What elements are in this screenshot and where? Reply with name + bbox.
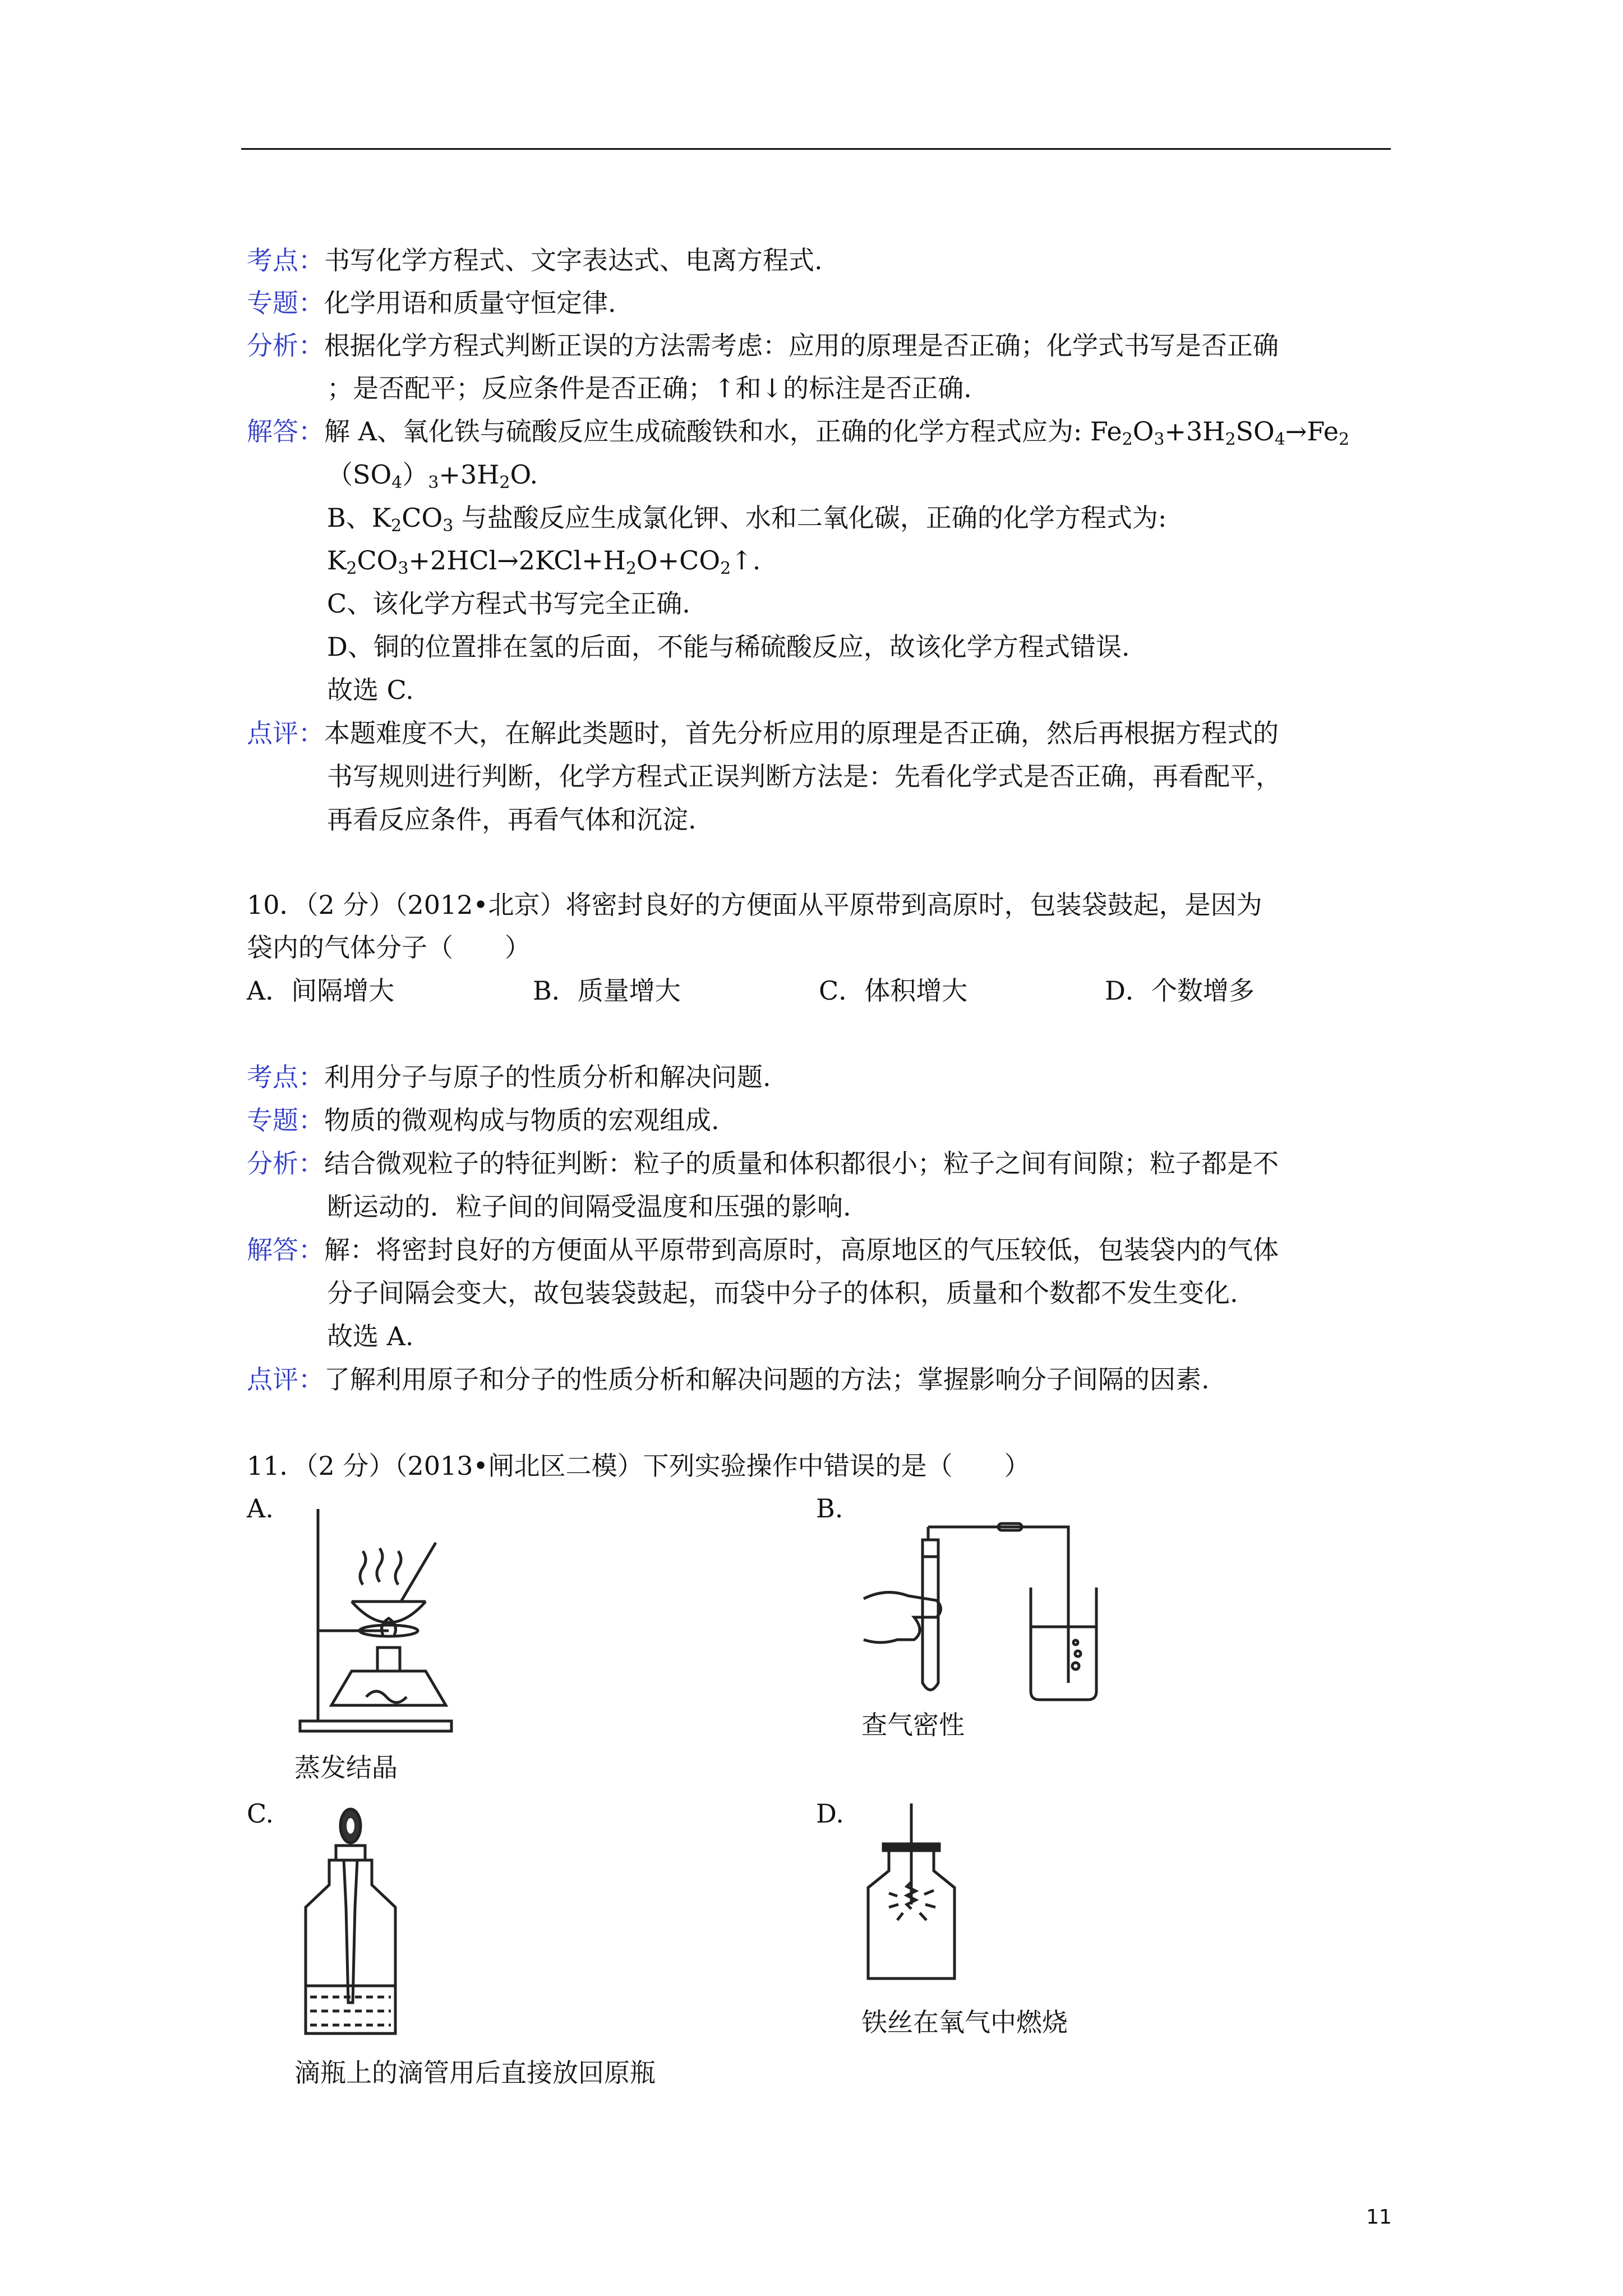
q10-stem-text-1: 10．（2 分）（2012•北京）将密封良好的方便面从平原带到高原时，包装袋鼓起，是因为 [247,890,1262,920]
q10-option-c: C．体积增大 [819,976,968,1006]
q9-fenxi-cont [327,372,972,404]
q10-dianping-line: 点评：了解利用原子和分子的性质分析和解决问题的方法；掌握影响分子间隔的因素. [247,1364,1210,1395]
q11-option-b-letter: B. [816,1493,843,1524]
q11-option-a-letter: A. [247,1493,274,1524]
q10-fenxi-1: 结合微观粒子的特征判断：粒子的质量和体积都很小；粒子之间有间隙；粒子都是不 [324,1148,1279,1179]
q9-dianping-line: 点评：本题难度不大，在解此类题时，首先分析应用的原理是否正确，然后再根据方程式的 [247,718,1279,748]
jieda-b-2: CO [402,503,443,533]
eq-a-part1: $Fe_2O_3$ [1090,416,1165,449]
eq-a-part5: +3H [439,459,500,490]
jieda-c: C、该化学方程式书写完全正确. [327,588,690,619]
q9-zhuanti-text: 化学用语和质量守恒定律. [324,288,616,318]
q9-choice-line [327,674,414,706]
q10-option-b: B．质量增大 [533,976,681,1006]
q10-fenxi-cont [327,1191,851,1222]
q11-option-d-letter: D. [816,1798,844,1829]
iron-wire-burning-figure [858,1798,965,1989]
q10-jieda-1: 解：将密封良好的方便面从平原带到高原时，高原地区的气压较低，包装袋内的气体 [324,1235,1279,1265]
q10-jieda-2: 分子间隔会变大，故包装袋鼓起，而袋中分子的体积，质量和个数都不发生变化. [327,1278,1238,1308]
q10-fenxi-line: 分析：结合微观粒子的特征判断：粒子的质量和体积都很小；粒子之间有间隙；粒子都是不 [247,1148,1279,1179]
q9-kaodian-text: 书写化学方程式、文字表达式、电离方程式. [324,245,823,275]
q9-eq-a-cont: $(SO_4)_3+3H_2O$. [327,459,538,493]
eq-a-part2: +3H [1164,416,1225,447]
q10-jieda-cont-1 [327,1277,1238,1309]
header-rule [241,148,1391,150]
q9-choice: 故选 C. [327,675,414,705]
q10-jieda-cont-2 [327,1320,413,1352]
q10-stem-2 [247,932,531,963]
zhuanti-label: 专题 [247,1105,298,1135]
eq-b-1: K [327,545,347,576]
q10-zhuanti-text: 物质的微观构成与物质的宏观组成. [324,1105,720,1135]
q9-dianping-3: 再看反应条件，再看气体和沉淀. [327,804,697,835]
q9-kaodian-line: 考点：书写化学方程式、文字表达式、电离方程式. [247,245,823,275]
q11-option-b-caption: 查气密性 [861,1710,965,1740]
q11-option-a-caption: 蒸发结晶 [294,1752,398,1783]
eq-b-5: ↑. [731,545,761,576]
jieda-label: 解答 [247,1235,298,1265]
q9-fenxi-line: 分析：根据化学方程式判断正误的方法需考虑：应用的原理是否正确；化学式书写是否正确 [247,330,1279,361]
q11-option-c-caption: 滴瓶上的滴管用后直接放回原瓶 [294,2058,656,2088]
q9-jieda-d-line [327,631,1130,662]
q10-stem-text-2: 袋内的气体分子（ ） [247,932,531,963]
jieda-b-1: B、K [327,503,391,533]
q10-fenxi-2: 断运动的．粒子间的间隔受温度和压强的影响. [327,1191,851,1222]
eq-b-3: +2HCl→2KCl+H [408,545,626,576]
q10-kaodian-line: 考点：利用分子与原子的性质分析和解决问题. [247,1062,771,1092]
q9-eq-b-line: $K_2CO_3+2HCl\to 2KCl+H_2O+CO_2↑$. [327,545,761,578]
q10-option-a: A．间隔增大 [247,976,395,1006]
q9-dianping-cont-2 [327,804,697,835]
q10-options [247,975,1391,1006]
jieda-label: 解答 [247,416,298,447]
q11-stem-text: 11．（2 分）（2013•闸北区二模）下列实验操作中错误的是（ ） [247,1451,1030,1481]
q10-kaodian-text: 利用分子与原子的性质分析和解决问题. [324,1062,771,1092]
q9-jieda-text-a: 解 A、氧化铁与硫酸反应生成硫酸铁和水，正确的化学方程式应为: [324,416,1090,447]
q9-jieda-c-line [327,588,690,619]
airtightness-check-figure [858,1515,1099,1705]
q10-zhuanti-line: 专题：物质的微观构成与物质的宏观组成. [247,1105,720,1135]
zhuanti-label: 专题 [247,288,298,318]
kaodian-label: 考点 [247,1062,298,1092]
fenxi-label: 分析 [247,330,298,361]
dropper-bottle-figure [294,1801,407,2047]
q10-jieda-3: 故选 A. [327,1321,414,1351]
q9-dianping-2: 书写规则进行判断，化学方程式正误判断方法是：先看化学式是否正确，再看配平， [327,761,1281,792]
kaodian-label: 考点 [247,245,298,275]
eq-a-part6: O. [510,459,538,490]
q9-zhuanti-line: 专题：化学用语和质量守恒定律. [247,288,616,318]
q9-fenxi-text-1: 根据化学方程式判断正误的方法需考虑：应用的原理是否正确；化学式书写是否正确 [324,330,1279,361]
page-number: 11 [1366,2206,1392,2229]
q11-option-d-caption: 铁丝在氧气中燃烧 [861,2007,1068,2037]
eq-b-2: CO [357,545,398,576]
q9-dianping-cont-1 [327,761,1281,792]
q10-dianping-text: 了解利用原子和分子的性质分析和解决问题的方法；掌握影响分子间隔的因素. [324,1364,1210,1395]
q11-stem [247,1450,1030,1481]
eq-b-4: O+CO [636,545,721,576]
dianping-label: 点评 [247,1364,298,1395]
q10-option-d: D．个数增多 [1105,976,1255,1006]
q9-jieda-line: 解答：解 A、氧化铁与硫酸反应生成硫酸铁和水，正确的化学方程式应为: $Fe_2O_3+3H_2SO_4\to Fe_2$ [247,416,1350,449]
evaporation-apparatus-figure [289,1501,457,1736]
jieda-b-3: 与盐酸反应生成氯化钾、水和二氧化碳，正确的化学方程式为: [453,503,1167,533]
dianping-label: 点评 [247,718,298,748]
eq-a-sub3: 3 [428,473,439,493]
q10-jieda-line: 解答：解：将密封良好的方便面从平原带到高原时，高原地区的气压较低，包装袋内的气体 [247,1235,1279,1265]
q9-fenxi-text-2: ；是否配平；反应条件是否正确；↑和↓的标注是否正确. [327,373,972,403]
fenxi-label: 分析 [247,1148,298,1179]
jieda-d: D、铜的位置排在氢的后面，不能与稀硫酸反应，故该化学方程式错误. [327,632,1130,662]
q10-stem-1 [247,889,1262,921]
q9-dianping-1: 本题难度不大，在解此类题时，首先分析应用的原理是否正确，然后再根据方程式的 [324,718,1279,748]
q11-option-c-letter: C. [247,1798,274,1829]
q9-jieda-b-line: B、$K_2CO_3$ 与盐酸反应生成氯化钾、水和二氧化碳，正确的化学方程式为: [327,503,1167,536]
